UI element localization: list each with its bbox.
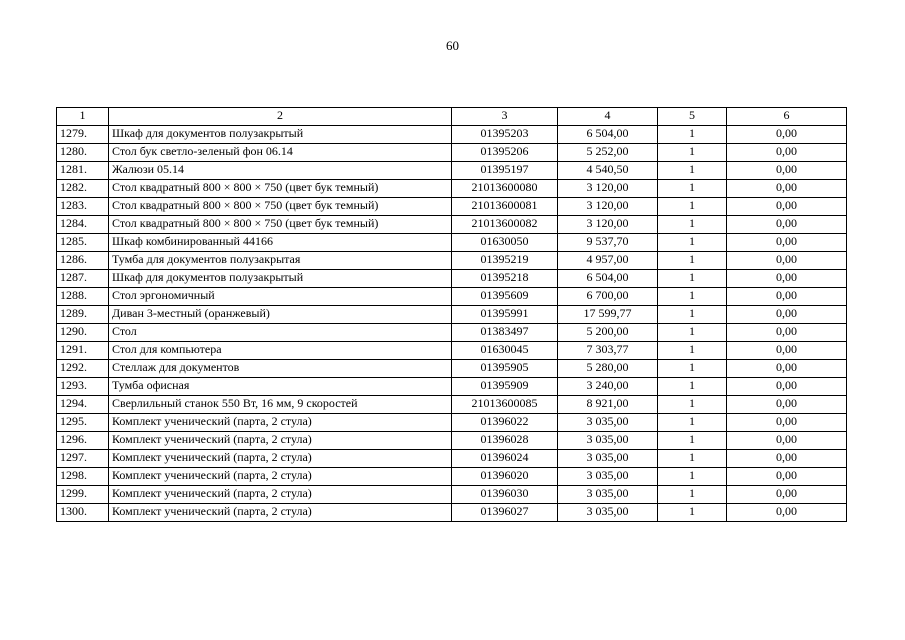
item-name: Сверлильный станок 550 Вт, 16 мм, 9 скоростей (109, 396, 452, 414)
item-name: Стол эргономичный (109, 288, 452, 306)
item-price: 3 035,00 (558, 432, 658, 450)
item-price: 8 921,00 (558, 396, 658, 414)
item-price: 9 537,70 (558, 234, 658, 252)
inventory-code: 01395609 (452, 288, 558, 306)
item-price: 3 035,00 (558, 468, 658, 486)
item-balance: 0,00 (727, 486, 847, 504)
item-balance: 0,00 (727, 234, 847, 252)
inventory-code: 01395905 (452, 360, 558, 378)
item-quantity: 1 (658, 162, 727, 180)
item-balance: 0,00 (727, 450, 847, 468)
row-number: 1296. (57, 432, 109, 450)
header-col-6: 6 (727, 108, 847, 126)
item-price: 5 200,00 (558, 324, 658, 342)
item-name: Шкаф для документов полузакрытый (109, 126, 452, 144)
item-balance: 0,00 (727, 288, 847, 306)
item-price: 3 035,00 (558, 486, 658, 504)
item-price: 3 035,00 (558, 414, 658, 432)
inventory-code: 01396030 (452, 486, 558, 504)
table-row (57, 144, 847, 162)
item-name: Комплект ученический (парта, 2 стула) (109, 432, 452, 450)
item-price: 3 120,00 (558, 198, 658, 216)
row-number: 1290. (57, 324, 109, 342)
table-row (57, 252, 847, 270)
row-number: 1292. (57, 360, 109, 378)
row-number: 1297. (57, 450, 109, 468)
item-name: Тумба офисная (109, 378, 452, 396)
row-number: 1279. (57, 126, 109, 144)
header-col-2: 2 (109, 108, 452, 126)
item-price: 3 035,00 (558, 450, 658, 468)
item-balance: 0,00 (727, 216, 847, 234)
table-row (57, 432, 847, 450)
item-quantity: 1 (658, 306, 727, 324)
inventory-code: 01395206 (452, 144, 558, 162)
row-number: 1287. (57, 270, 109, 288)
page-number: 60 (446, 38, 459, 53)
item-balance: 0,00 (727, 252, 847, 270)
item-price: 7 303,77 (558, 342, 658, 360)
item-price: 3 120,00 (558, 216, 658, 234)
inventory-code: 21013600082 (452, 216, 558, 234)
item-quantity: 1 (658, 126, 727, 144)
row-number: 1299. (57, 486, 109, 504)
item-price: 5 280,00 (558, 360, 658, 378)
item-quantity: 1 (658, 468, 727, 486)
inventory-code: 01396020 (452, 468, 558, 486)
table-row (57, 486, 847, 504)
item-name: Комплект ученический (парта, 2 стула) (109, 468, 452, 486)
item-quantity: 1 (658, 432, 727, 450)
item-quantity: 1 (658, 450, 727, 468)
item-name: Тумба для документов полузакрытая (109, 252, 452, 270)
inventory-code: 01395197 (452, 162, 558, 180)
header-col-5: 5 (658, 108, 727, 126)
item-balance: 0,00 (727, 378, 847, 396)
item-price: 4 957,00 (558, 252, 658, 270)
table-row (57, 288, 847, 306)
row-number: 1280. (57, 144, 109, 162)
item-quantity: 1 (658, 378, 727, 396)
table-row (57, 360, 847, 378)
item-balance: 0,00 (727, 504, 847, 522)
row-number: 1285. (57, 234, 109, 252)
item-quantity: 1 (658, 324, 727, 342)
item-name: Стол квадратный 800 × 800 × 750 (цвет бук темный) (109, 180, 452, 198)
table-row (57, 450, 847, 468)
item-price: 3 240,00 (558, 378, 658, 396)
inventory-code: 01395909 (452, 378, 558, 396)
item-quantity: 1 (658, 270, 727, 288)
inventory-code: 01383497 (452, 324, 558, 342)
table-row (57, 468, 847, 486)
row-number: 1295. (57, 414, 109, 432)
row-number: 1286. (57, 252, 109, 270)
table-row (57, 162, 847, 180)
row-number: 1283. (57, 198, 109, 216)
inventory-table (56, 107, 847, 522)
item-quantity: 1 (658, 288, 727, 306)
item-name: Комплект ученический (парта, 2 стула) (109, 450, 452, 468)
row-number: 1288. (57, 288, 109, 306)
item-balance: 0,00 (727, 360, 847, 378)
inventory-code: 01630045 (452, 342, 558, 360)
item-name: Стол для компьютера (109, 342, 452, 360)
item-name: Комплект ученический (парта, 2 стула) (109, 504, 452, 522)
table-body (57, 126, 847, 522)
item-name: Комплект ученический (парта, 2 стула) (109, 486, 452, 504)
item-balance: 0,00 (727, 468, 847, 486)
table-row (57, 198, 847, 216)
item-name: Стол (109, 324, 452, 342)
item-name: Стол квадратный 800 × 800 × 750 (цвет бук темный) (109, 216, 452, 234)
table-row (57, 378, 847, 396)
item-quantity: 1 (658, 180, 727, 198)
row-number: 1294. (57, 396, 109, 414)
inventory-code: 01395218 (452, 270, 558, 288)
item-name: Шкаф для документов полузакрытый (109, 270, 452, 288)
item-name: Стол бук светло-зеленый фон 06.14 (109, 144, 452, 162)
row-number: 1291. (57, 342, 109, 360)
item-price: 6 700,00 (558, 288, 658, 306)
table-row (57, 306, 847, 324)
item-balance: 0,00 (727, 144, 847, 162)
table-row (57, 324, 847, 342)
inventory-code: 01396027 (452, 504, 558, 522)
header-row (57, 108, 847, 126)
inventory-code: 01396028 (452, 432, 558, 450)
item-name: Стеллаж для документов (109, 360, 452, 378)
item-quantity: 1 (658, 486, 727, 504)
header-col-4: 4 (558, 108, 658, 126)
item-balance: 0,00 (727, 162, 847, 180)
item-price: 3 035,00 (558, 504, 658, 522)
table-row (57, 180, 847, 198)
item-balance: 0,00 (727, 180, 847, 198)
table-row (57, 396, 847, 414)
item-quantity: 1 (658, 396, 727, 414)
item-price: 6 504,00 (558, 126, 658, 144)
item-price: 17 599,77 (558, 306, 658, 324)
item-balance: 0,00 (727, 270, 847, 288)
table-row (57, 342, 847, 360)
item-balance: 0,00 (727, 306, 847, 324)
table-row (57, 270, 847, 288)
item-balance: 0,00 (727, 414, 847, 432)
item-price: 4 540,50 (558, 162, 658, 180)
item-quantity: 1 (658, 216, 727, 234)
inventory-code: 01395219 (452, 252, 558, 270)
header-col-3: 3 (452, 108, 558, 126)
item-name: Комплект ученический (парта, 2 стула) (109, 414, 452, 432)
inventory-code: 01396022 (452, 414, 558, 432)
inventory-code: 01396024 (452, 450, 558, 468)
item-quantity: 1 (658, 504, 727, 522)
item-name: Жалюзи 05.14 (109, 162, 452, 180)
inventory-code: 01395203 (452, 126, 558, 144)
item-quantity: 1 (658, 144, 727, 162)
row-number: 1293. (57, 378, 109, 396)
item-quantity: 1 (658, 198, 727, 216)
item-price: 6 504,00 (558, 270, 658, 288)
table-row (57, 126, 847, 144)
item-balance: 0,00 (727, 432, 847, 450)
header-col-1: 1 (57, 108, 109, 126)
row-number: 1289. (57, 306, 109, 324)
item-balance: 0,00 (727, 342, 847, 360)
item-quantity: 1 (658, 342, 727, 360)
inventory-code: 21013600085 (452, 396, 558, 414)
item-price: 3 120,00 (558, 180, 658, 198)
item-name: Стол квадратный 800 × 800 × 750 (цвет бук темный) (109, 198, 452, 216)
row-number: 1298. (57, 468, 109, 486)
item-quantity: 1 (658, 360, 727, 378)
item-price: 5 252,00 (558, 144, 658, 162)
inventory-code: 01395991 (452, 306, 558, 324)
row-number: 1281. (57, 162, 109, 180)
item-balance: 0,00 (727, 126, 847, 144)
item-balance: 0,00 (727, 324, 847, 342)
inventory-code: 21013600081 (452, 198, 558, 216)
row-number: 1300. (57, 504, 109, 522)
item-name: Шкаф комбинированный 44166 (109, 234, 452, 252)
item-quantity: 1 (658, 252, 727, 270)
row-number: 1282. (57, 180, 109, 198)
table-row (57, 504, 847, 522)
inventory-code: 21013600080 (452, 180, 558, 198)
item-balance: 0,00 (727, 198, 847, 216)
table-row (57, 216, 847, 234)
item-quantity: 1 (658, 234, 727, 252)
item-name: Диван 3-местный (оранжевый) (109, 306, 452, 324)
table-header (57, 108, 847, 126)
table-row (57, 234, 847, 252)
item-balance: 0,00 (727, 396, 847, 414)
row-number: 1284. (57, 216, 109, 234)
table-row (57, 414, 847, 432)
inventory-code: 01630050 (452, 234, 558, 252)
item-quantity: 1 (658, 414, 727, 432)
